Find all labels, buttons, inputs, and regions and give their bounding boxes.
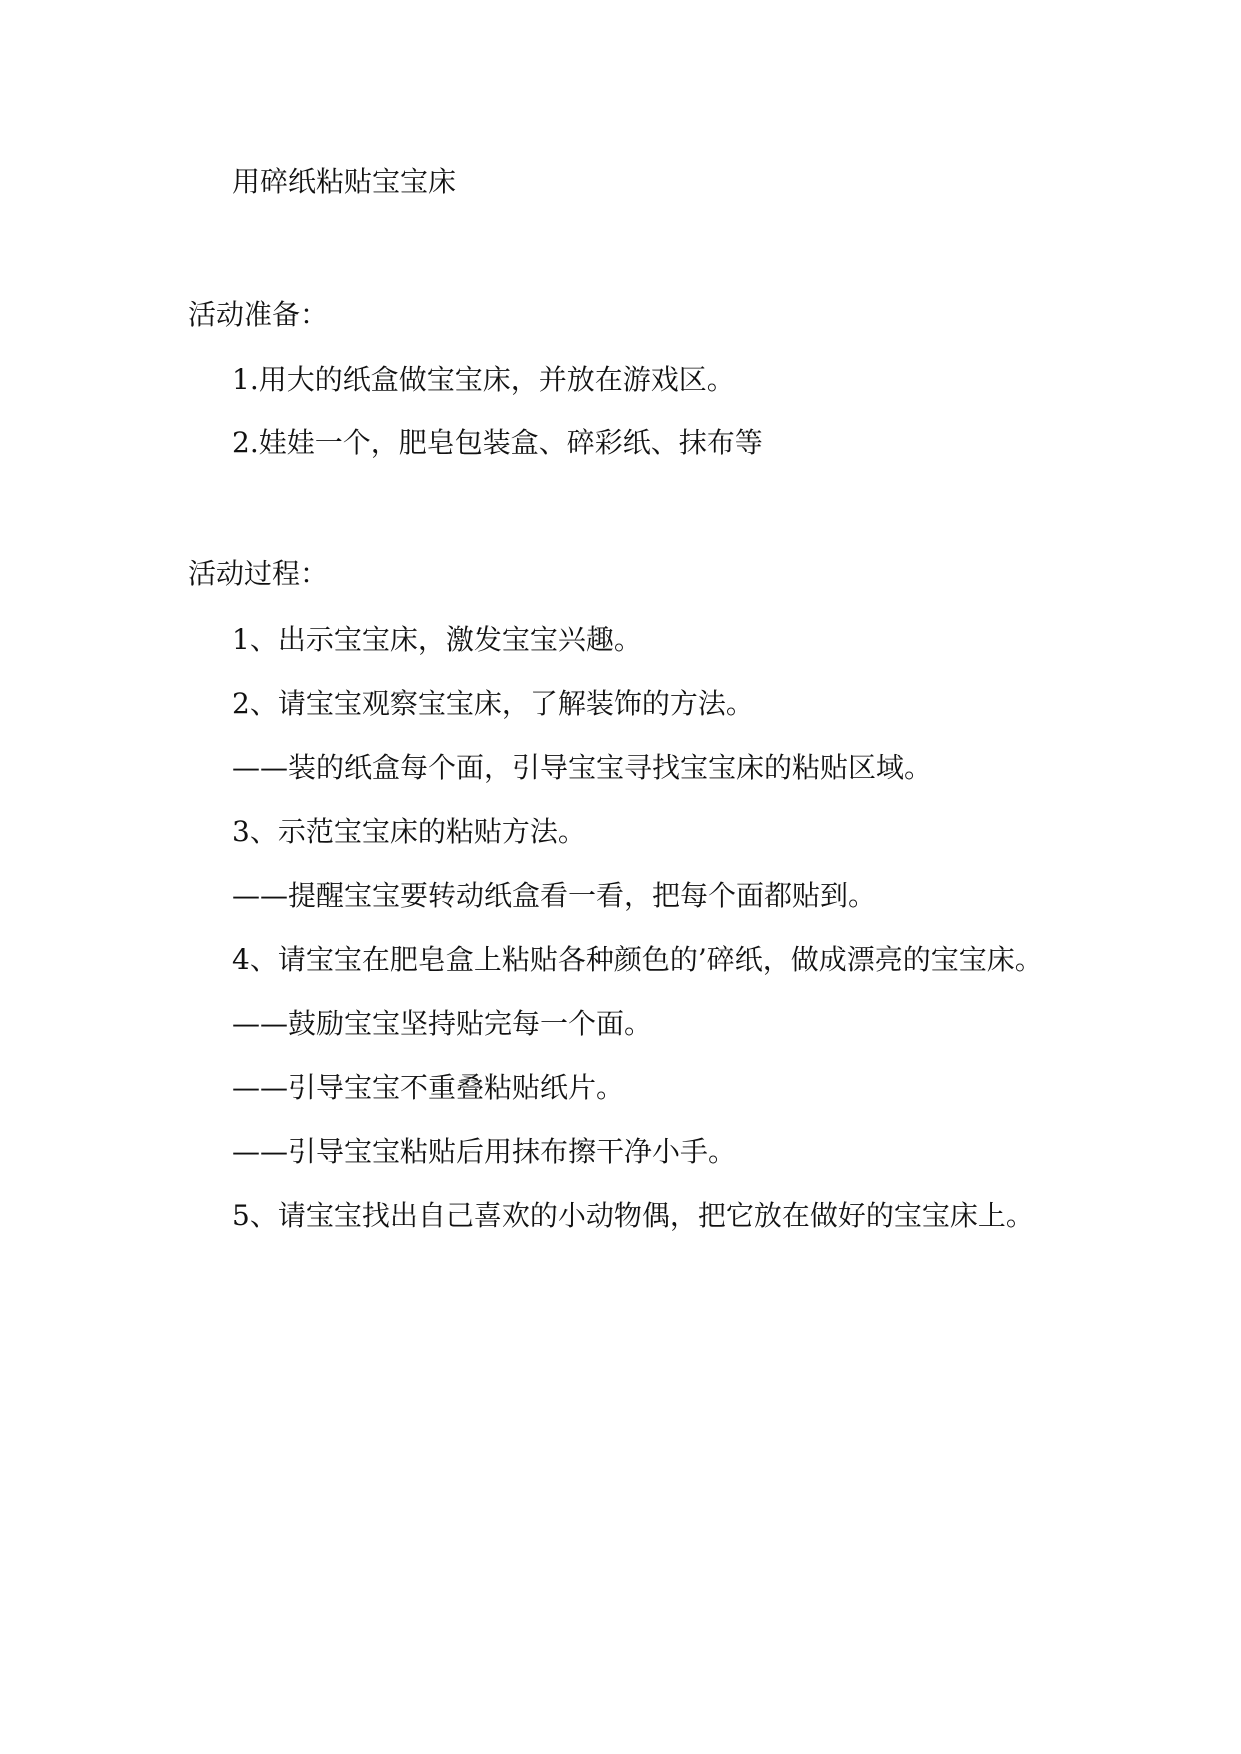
- process-note-4: ——引导宝宝不重叠粘贴纸片。: [232, 1071, 625, 1104]
- preparation-item-2: 2.娃娃一个，肥皂包装盒、碎彩纸、抹布等: [232, 426, 763, 459]
- process-note-2: ——提醒宝宝要转动纸盒看一看，把每个面都贴到。: [232, 879, 877, 912]
- process-step-4: 4、请宝宝在肥皂盒上粘贴各种颜色的’碎纸，做成漂亮的宝宝床。: [232, 943, 1043, 976]
- document-title: 用碎纸粘贴宝宝床: [232, 165, 457, 198]
- process-note-1: ——装的纸盒每个面，引导宝宝寻找宝宝床的粘贴区域。: [232, 751, 933, 784]
- process-step-1: 1、出示宝宝床，激发宝宝兴趣。: [232, 623, 642, 656]
- process-step-5: 5、请宝宝找出自己喜欢的小动物偶，把它放在做好的宝宝床上。: [232, 1199, 1034, 1232]
- preparation-heading: 活动准备：: [188, 298, 329, 331]
- process-step-3: 3、示范宝宝床的粘贴方法。: [232, 815, 586, 848]
- process-step-2: 2、请宝宝观察宝宝床，了解装饰的方法。: [232, 687, 754, 720]
- process-heading: 活动过程：: [188, 557, 329, 590]
- process-note-3: ——鼓励宝宝坚持贴完每一个面。: [232, 1007, 653, 1040]
- process-note-5: ——引导宝宝粘贴后用抹布擦干净小手。: [232, 1135, 737, 1168]
- preparation-item-1: 1.用大的纸盒做宝宝床，并放在游戏区。: [232, 363, 735, 396]
